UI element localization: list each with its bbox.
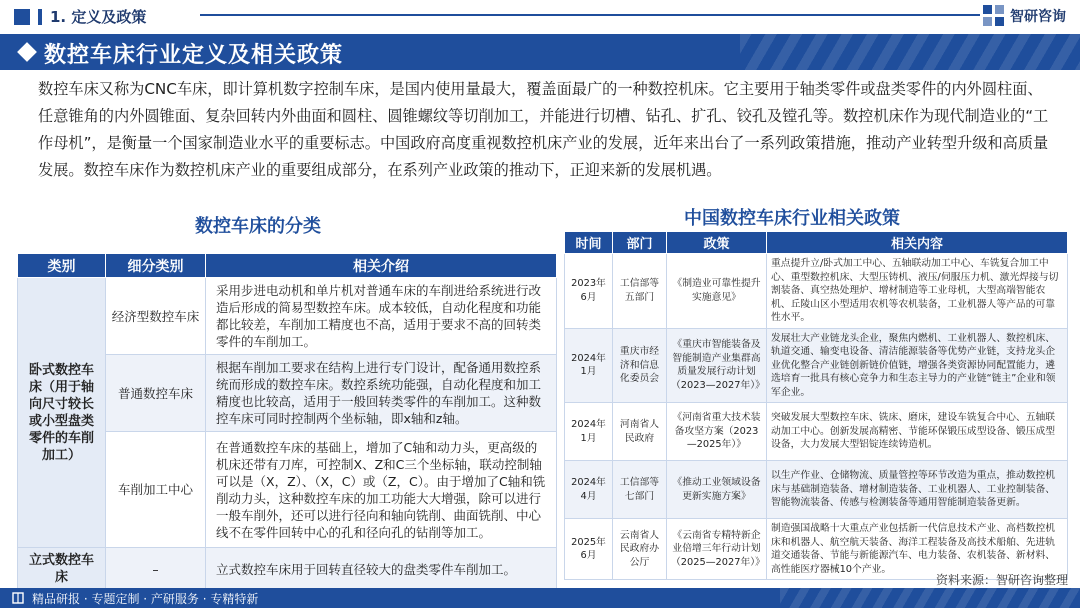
time-cell: 2024年1月 bbox=[565, 403, 613, 461]
content-cell: 突破发展大型数控车床、铣床、磨床，建设车铣复合中心、五轴联动加工中心。创新发展高精密、节能环保锻压成型设备、锻压成型设备，大力发展大型铝锭连续铸造机。 bbox=[767, 403, 1068, 461]
table-header: 相关介绍 bbox=[206, 254, 557, 278]
policy-cell: 《云南省专精特新企业倍增三年行动计划（2025—2027年）》 bbox=[667, 519, 767, 580]
dept-cell: 工信部等五部门 bbox=[613, 254, 667, 329]
square-icon bbox=[14, 9, 30, 25]
section-label: 1. 定义及政策 bbox=[50, 8, 147, 26]
table-row bbox=[565, 461, 1068, 519]
dept-cell: 重庆市经济和信息化委员会 bbox=[613, 328, 667, 403]
description-cell: 采用步进电动机和单片机对普通车床的车削进给系统进行改造后形成的简易型数控车床。成本较低，自动化程度和功能都比较差，车削加工精度也不高，适用于要求不高的回转类零件的车削加工。 bbox=[206, 278, 557, 355]
category-cell: 卧式数控车床（用于轴向尺寸较长或小型盘类零件的车削加工） bbox=[18, 278, 106, 548]
table-header: 细分类别 bbox=[106, 254, 206, 278]
source-note: 资料来源：智研咨询整理 bbox=[935, 573, 1068, 587]
classification-title: 数控车床的分类 bbox=[195, 216, 321, 237]
brand-logo-group bbox=[983, 5, 1066, 27]
section-header bbox=[14, 6, 146, 27]
description-cell: 在普通数控车床的基础上，增加了C轴和动力头，更高级的机床还带有刀库，可控制X、Z和C三个坐标轴，联动控制轴可以是（X，Z）、（X，C）或（Z，C）。由于增加了C轴和铣削动力头，这种数控车床的加工功能大大增强，除可以进行一般车削外，还可以进行径向和轴向铣削、曲面铣削、中心线不在零件回转中心的孔和径向孔的钻削等加工。 bbox=[206, 432, 557, 548]
subcategory-cell: 普通数控车床 bbox=[106, 355, 206, 432]
policy-cell: 《制造业可靠性提升实施意见》 bbox=[667, 254, 767, 329]
policy-cell: 《河南省重大技术装备攻坚方案（2023—2025年）》 bbox=[667, 403, 767, 461]
subcategory-cell: 经济型数控车床 bbox=[106, 278, 206, 355]
content-cell: 以生产作业、仓储物流、质量管控等环节改造为重点，推动数控机床与基础制造装备、增材制造装备、工业机器人、工业控制装备、智能物流装备、传感与检测装备等通用智能制造装备更新。 bbox=[767, 461, 1068, 519]
description-cell: 根据车削加工要求在结构上进行专门设计，配备通用数控系统而形成的数控车床。数控系统功能强，自动化程度和加工精度也比较高，适用于一般回转类零件的车削加工。这种数控车床可同时控制两个坐标轴，即x轴和z轴。 bbox=[206, 355, 557, 432]
subcategory-cell: 车削加工中心 bbox=[106, 432, 206, 548]
bar-icon bbox=[38, 9, 42, 25]
category-cell: 立式数控车床 bbox=[18, 548, 106, 591]
policy-cell: 《重庆市智能装备及智能制造产业集群高质量发展行动计划（2023—2027年）》 bbox=[667, 328, 767, 403]
table-header: 类别 bbox=[18, 254, 106, 278]
dept-cell: 河南省人民政府 bbox=[613, 403, 667, 461]
footer-decoration bbox=[780, 588, 1080, 608]
policy-cell: 《推动工业领域设备更新实施方案》 bbox=[667, 461, 767, 519]
table-header: 政策 bbox=[667, 232, 767, 254]
classification-table bbox=[17, 253, 557, 591]
book-icon bbox=[12, 592, 24, 604]
description-cell: 立式数控车床用于回转直径较大的盘类零件车削加工。 bbox=[206, 548, 557, 591]
table-row bbox=[565, 403, 1068, 461]
dept-cell: 工信部等七部门 bbox=[613, 461, 667, 519]
dept-cell: 云南省人民政府办公厅 bbox=[613, 519, 667, 580]
policy-title: 中国数控车床行业相关政策 bbox=[684, 208, 900, 229]
time-cell: 2025年6月 bbox=[565, 519, 613, 580]
footer-bar bbox=[0, 588, 1080, 608]
top-bar bbox=[0, 0, 1080, 34]
banner-decoration bbox=[740, 34, 1080, 70]
time-cell: 2024年1月 bbox=[565, 328, 613, 403]
diamond-icon bbox=[17, 42, 37, 62]
table-row bbox=[18, 548, 557, 591]
table-row bbox=[565, 254, 1068, 329]
table-row bbox=[18, 278, 557, 355]
content-cell: 重点提升立/卧式加工中心、五轴联动加工中心、车铣复合加工中心、重型数控机床、大型压铸机、液压/伺服压力机、激光焊接与切割装备、真空热处理炉、增材制造等工业母机，大型高端智能农机、丘陵山区小型适用农机等农机装备，工业机器人等产品的可靠性水平。 bbox=[767, 254, 1068, 329]
subcategory-cell: – bbox=[106, 548, 206, 591]
intro-paragraph: 数控车床又称为CNC车床，即计算机数字控制车床，是国内使用量最大，覆盖面最广的一种数控机床。它主要用于轴类零件或盘类零件的内外圆柱面、任意锥角的内外圆锥面、复杂回转内外曲面和圆柱、圆锥螺纹等切削加工，并能进行切槽、钻孔、扩孔、铰孔及镗孔等。数控机床作为现代制造业的“工作母机”，是衡量一个国家制造业水平的重要标志。中国政府高度重视数控机床产业的发展，近年来出台了一系列政策措施，推动产业转型升级和高质量发展。数控车床作为数控机床产业的重要组成部分，在系列产业政策的推动下，正迎来新的发展机遇。 bbox=[38, 80, 1049, 179]
time-cell: 2023年6月 bbox=[565, 254, 613, 329]
table-row bbox=[565, 328, 1068, 403]
table-header: 相关内容 bbox=[767, 232, 1068, 254]
content-cell: 制造强国战略十大重点产业包括新一代信息技术产业、高档数控机床和机器人、航空航天装备、海洋工程装备及高技术船舶、先进轨道交通装备、节能与新能源汽车、电力装备、农机装备、新材料、高性能医疗器械10个产业。 bbox=[767, 519, 1068, 580]
table-header: 部门 bbox=[613, 232, 667, 254]
title-banner bbox=[0, 34, 1080, 70]
content-cell: 发展壮大产业链龙头企业，聚焦内燃机、工业机器人、数控机床、轨道交通、输变电设备、清洁能源装备等优势产业链，支持龙头企业优化整合产业链创新链价值链，增强各类资源协同配置能力，遴选培育一批具有核心竞争力和生态主导力的产业链“链主”企业和领军企业。 bbox=[767, 328, 1068, 403]
footer-slogan: 精品研报 · 专题定制 · 产研服务 · 专精特新 bbox=[32, 592, 259, 606]
page-title: 数控车床行业定义及相关政策 bbox=[44, 43, 344, 68]
table-header: 时间 bbox=[565, 232, 613, 254]
time-cell: 2024年4月 bbox=[565, 461, 613, 519]
policy-table bbox=[564, 231, 1068, 580]
brand-logo-icon bbox=[983, 5, 1005, 27]
header-divider bbox=[200, 14, 980, 16]
brand-name: 智研咨询 bbox=[1010, 9, 1066, 25]
